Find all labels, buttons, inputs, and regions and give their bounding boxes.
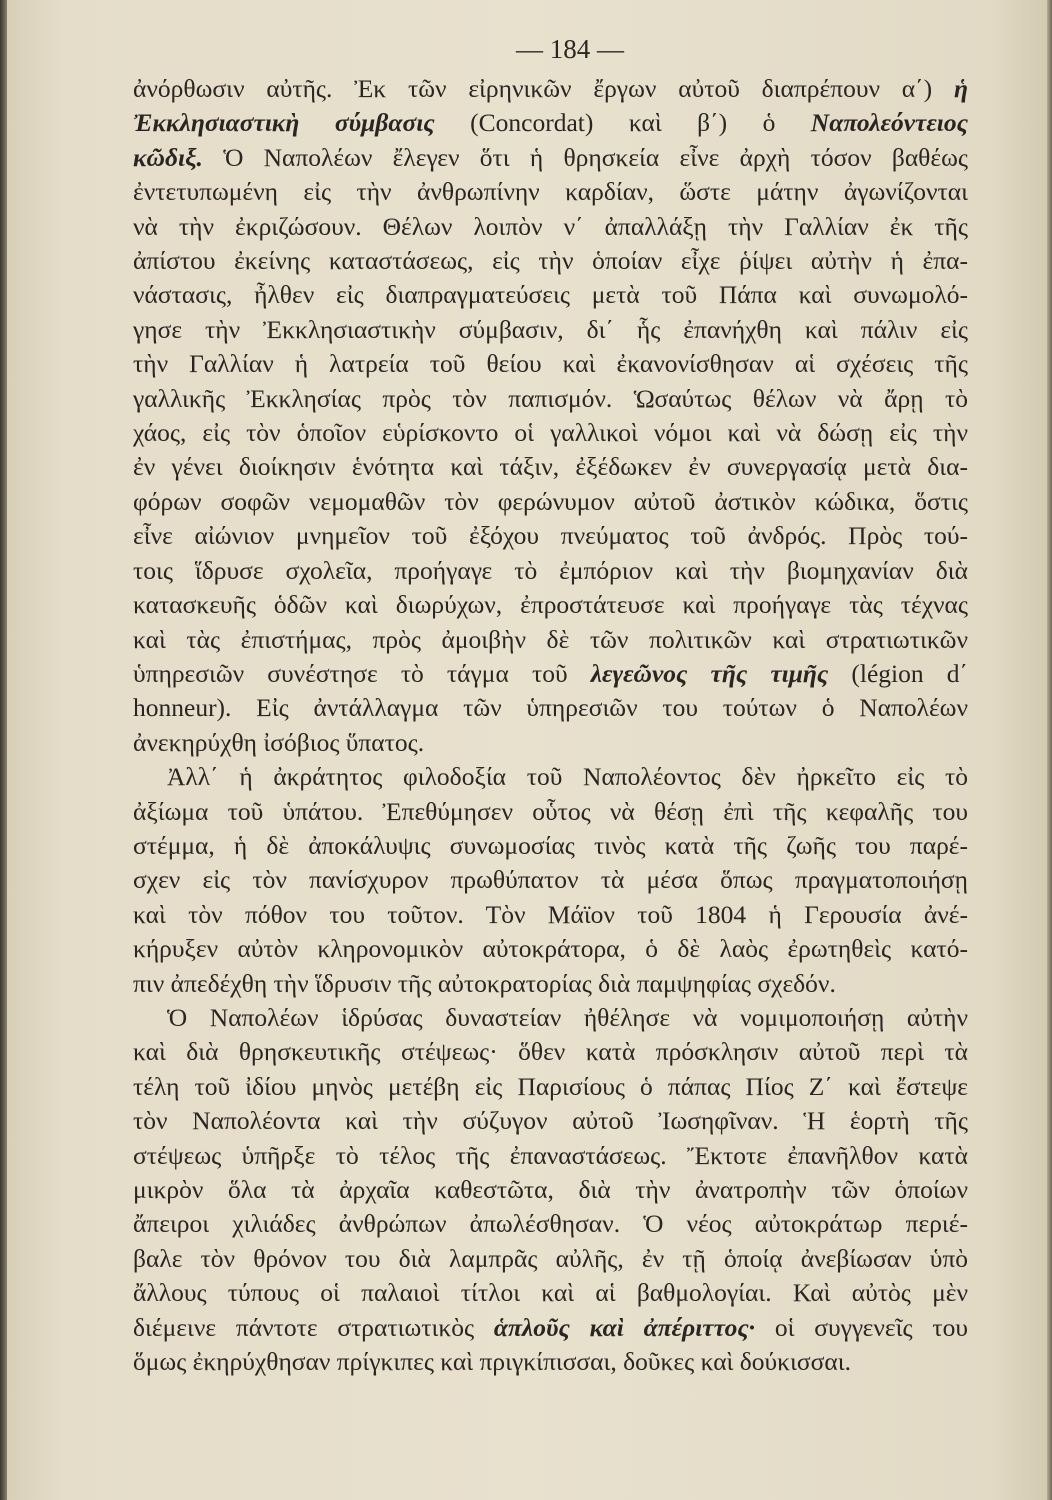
text-run: μικρὸν ὅλα τὰ ἀρχαῖα καθεστῶτα, διὰ τὴν ἀνατροπὴν τῶν ὁποίων	[133, 1175, 968, 1204]
text-run: χάος, εἰς τὸν ὁποῖον εὑρίσκοντο οἱ γαλλικοὶ νόμοι καὶ νὰ δώσῃ εἰς τὴν	[133, 418, 968, 448]
text-line	[133, 416, 968, 450]
text-run: κατασκευῆς ὁδῶν καὶ διωρύχων, ἐπροστάτευσε καὶ προήγαγε τὰς τέχνας	[133, 590, 968, 620]
text-run: τὸν Ναπολέοντα καὶ τὴν σύζυγον αὐτοῦ Ἰωσηφῖναν. Ἡ ἑορτὴ τῆς	[133, 1106, 968, 1136]
text-run: ἄλλους τύπους οἱ παλαιοὶ τίτλοι καὶ αἱ βαθμολογίαι. Καὶ αὐτὸς μὲν	[133, 1278, 968, 1308]
text-line	[133, 1276, 968, 1310]
text-run: τὴν Γαλλίαν ἡ λατρεία τοῦ θείου καὶ ἐκανονίσθησαν αἱ σχέσεις τῆς	[133, 349, 968, 379]
text-run: honneur). Εἰς ἀντάλλαγμα τῶν ὑπηρεσιῶν του τούτων ὁ Ναπολέων	[133, 693, 968, 723]
text-run: ἐντετυπωμένη εἰς τὴν ἀνθρωπίνην καρδίαν, ὥστε μάτην ἀγωνίζονται	[133, 177, 968, 207]
text-run: ὅμως ἐκηρύχθησαν πρίγκιπες καὶ πριγκίπισσαι, δοῦκες καὶ δούκισσαι.	[133, 1347, 851, 1377]
text-line	[133, 863, 968, 897]
emphasized-term: κῶδιξ.	[133, 142, 203, 172]
text-run: καὶ διὰ θρησκευτικῆς στέψεως· ὅθεν κατὰ πρόσκλησιν αὐτοῦ περὶ τὰ	[133, 1037, 968, 1067]
text-line	[133, 1207, 968, 1241]
text-run: σχεν εἰς τὸν πανίσχυρον πρωθύπατον τὰ μέσα ὅπως πραγματοποιήσῃ	[133, 865, 968, 895]
text-run: γαλλικῆς Ἐκκλησίας πρὸς τὸν παπισμόν. Ὡσαύτως θέλων νὰ ἄρῃ τὸ	[133, 383, 968, 413]
text-line	[133, 382, 968, 416]
text-run: ἀνόρθωσιν αὐτῆς. Ἐκ τῶν εἰρηνικῶν ἔργων αὐτοῦ διαπρέπουν α΄)	[133, 74, 954, 103]
text-line	[133, 141, 968, 175]
text-line	[133, 932, 968, 966]
text-line	[133, 967, 968, 1001]
text-line	[133, 760, 968, 794]
text-line	[133, 1311, 968, 1345]
text-line	[133, 623, 968, 657]
text-line	[133, 1173, 968, 1207]
page-number: — 184 —	[516, 34, 624, 64]
text-run: ἐν γένει διοίκησιν ἑνότητα καὶ τάξιν, ἐξέδωκεν ἐν συνεργασίᾳ μετὰ δια-	[133, 452, 968, 482]
text-line	[133, 554, 968, 588]
text-run: νάστασις, ἦλθεν εἰς διαπραγματεύσεις μετὰ τοῦ Πάπα καὶ συνωμολό-	[133, 280, 968, 310]
text-line	[133, 1035, 968, 1069]
page-outer-edge	[1047, 0, 1052, 1500]
paragraph	[133, 72, 968, 760]
text-line	[133, 1242, 968, 1276]
text-run: φόρων σοφῶν νεμομαθῶν τὸν φερώνυμον αὐτοῦ ἀστικὸν κώδικα, ὅστις	[133, 486, 968, 516]
text-line	[133, 210, 968, 244]
text-run: γησε τὴν Ἐκκλησιαστικὴν σύμβασιν, δι΄ ἧς ἐπανήχθη καὶ πάλιν εἰς	[133, 314, 968, 344]
text-line	[133, 1345, 968, 1379]
text-run: νὰ τὴν ἐκριζώσουν. Θέλων λοιπὸν ν΄ ἀπαλλάξῃ τὴν Γαλλίαν ἐκ τῆς	[133, 211, 968, 241]
text-line	[133, 519, 968, 553]
text-run: (Concordat) καὶ β΄) ὁ	[434, 108, 811, 138]
text-run: Ἀλλ΄ ἡ ἀκράτητος φιλοδοξία τοῦ Ναπολέοντος δὲν ἠρκεῖτο εἰς τὸ	[167, 762, 968, 792]
text-run: στέψεως ὑπῆρξε τὸ τέλος τῆς ἐπαναστάσεως. Ἔκτοτε ἐπανῆλθον κατὰ	[133, 1140, 968, 1170]
text-run: βαλε τὸν θρόνον του διὰ λαμπρᾶς αὐλῆς, ἐν τῇ ὁποίᾳ ἀνεβίωσαν ὑπὸ	[133, 1243, 968, 1273]
text-line	[133, 795, 968, 829]
text-line	[133, 313, 968, 347]
text-line	[133, 1070, 968, 1104]
text-run: κήρυξεν αὐτὸν κληρονομικὸν αὐτοκράτορα, ὁ δὲ λαὸς ἐρωτηθεὶς κατό-	[133, 934, 968, 964]
text-run: καὶ τὸν πόθον του τοῦτον. Τὸν Μάϊον τοῦ 1804 ἡ Γερουσία ἀνέ-	[133, 899, 968, 929]
text-run: τοις ἵδρυσε σχολεῖα, προήγαγε τὸ ἐμπόριον καὶ τὴν βιομηχανίαν διὰ	[133, 555, 968, 585]
text-line	[133, 1104, 968, 1138]
text-line	[133, 347, 968, 381]
text-run: (légion d΄	[828, 658, 969, 688]
text-line	[133, 72, 968, 106]
text-run: ὑπηρεσιῶν συνέστησε τὸ τάγμα τοῦ	[133, 658, 591, 688]
text-run: τέλη τοῦ ἰδίου μηνὸς μετέβη εἰς Παρισίους ὁ πάπας Πίος Ζ΄ καὶ ἔστεψε	[133, 1071, 968, 1101]
text-run: ἀνεκηρύχθη ἰσόβιος ὕπατος.	[133, 727, 425, 757]
text-line	[133, 657, 968, 691]
text-run: πιν ἀπεδέχθη τὴν ἵδρυσιν τῆς αὐτοκρατορίας διὰ παμψηφίας σχεδόν.	[133, 968, 836, 998]
text-run: διέμεινε πάντοτε στρατιωτικὸς	[133, 1312, 494, 1342]
text-run: ἄπειροι χιλιάδες ἀνθρώπων ἀπωλέσθησαν. Ὁ νέος αὐτοκράτωρ περιέ-	[133, 1209, 968, 1239]
text-run: Ὁ Ναπολέων ἱδρύσας δυναστείαν ἠθέλησε νὰ νομιμοποιήσῃ αὐτὴν	[167, 1002, 968, 1032]
text-line	[133, 485, 968, 519]
text-line	[133, 106, 968, 140]
emphasized-term: Ναπολεόντειος	[810, 108, 968, 138]
text-line	[133, 691, 968, 725]
text-line	[133, 278, 968, 312]
text-run: στέμμα, ἡ δὲ ἀποκάλυψις συνωμοσίας τινὸς κατὰ τῆς ζωῆς του παρέ-	[133, 830, 968, 860]
text-run: οἱ συγγενεῖς του	[755, 1312, 968, 1342]
emphasized-term: Ἐκκλησιαστικὴ σύμβασις	[133, 108, 435, 138]
body-text	[133, 72, 968, 1379]
text-run: ἀξίωμα τοῦ ὑπάτου. Ἐπεθύμησεν οὗτος νὰ θέσῃ ἐπὶ τῆς κεφαλῆς του	[133, 796, 968, 826]
text-run: Ὁ Ναπολέων ἔλεγεν ὅτι ἡ θρησκεία εἶνε ἀρχὴ τόσον βαθέως	[202, 142, 968, 172]
text-line	[133, 175, 968, 209]
emphasized-term: λεγεῶνος τῆς τιμῆς	[590, 658, 829, 688]
text-line	[133, 1001, 968, 1035]
text-run: ἀπίστου ἐκείνης καταστάσεως, εἰς τὴν ὁποίαν εἶχε ῥίψει αὐτὴν ἡ ἐπα-	[133, 246, 968, 276]
text-line	[133, 450, 968, 484]
paragraph	[133, 760, 968, 1001]
text-line	[133, 244, 968, 278]
text-line	[133, 1139, 968, 1173]
text-line	[133, 588, 968, 622]
paragraph	[133, 1001, 968, 1379]
emphasized-term: ἡ	[954, 74, 968, 103]
page-binding-edge	[0, 0, 7, 1500]
text-run: καὶ τὰς ἐπιστήμας, πρὸς ἀμοιβὴν δὲ τῶν πολιτικῶν καὶ στρατιωτικῶν	[133, 624, 968, 654]
text-run: εἶνε αἰώνιον μνημεῖον τοῦ ἐξόχου πνεύματος τοῦ ἀνδρός. Πρὸς τού-	[133, 521, 968, 551]
text-line	[133, 726, 968, 760]
text-line	[133, 898, 968, 932]
emphasized-term: ἁπλοῦς καὶ ἀπέριττος·	[493, 1312, 756, 1342]
text-line	[133, 829, 968, 863]
